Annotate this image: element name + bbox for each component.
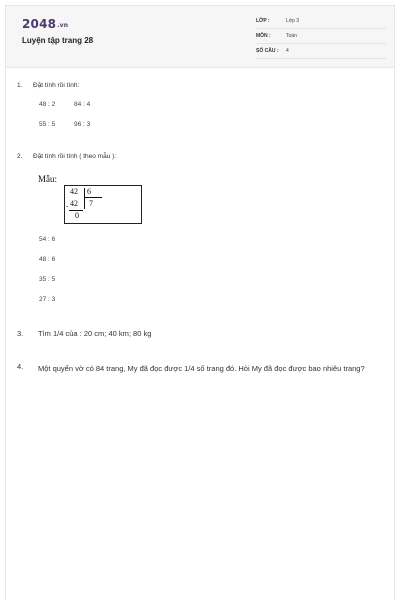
minus-sign: - <box>66 202 69 210</box>
meta-block <box>256 16 386 61</box>
meta-row-class <box>256 16 386 29</box>
question-2-number: 2. <box>17 153 23 160</box>
calc-item: 48 : 6 <box>39 256 56 263</box>
meta-label-subject: MÔN : <box>256 33 271 39</box>
meta-value-question-count: 4 <box>286 48 289 54</box>
site-logo[interactable] <box>22 17 68 31</box>
sheet-title: Luyện tập trang 28 <box>22 36 94 45</box>
question-4-prompt: Một quyển vở có 84 trang, My đã đọc được 1/4 số trang đó. Hỏi My đã đọc được bao nhiêu trang? <box>38 364 365 373</box>
question-3-number: 3. <box>17 329 24 338</box>
question-3 <box>17 329 151 338</box>
question-2-prompt: Đặt tính rồi tính ( theo mẫu ): <box>33 153 117 160</box>
meta-value-subject: Toán <box>286 33 297 39</box>
calc-item: 96 : 3 <box>74 121 91 128</box>
meta-row-question-count <box>256 46 386 59</box>
division-vertical-line <box>84 188 85 209</box>
meta-label-class: LỚP : <box>256 18 270 24</box>
calc-item: 35 : 5 <box>39 276 56 283</box>
question-1 <box>17 82 79 89</box>
meta-value-class: Lớp 3 <box>286 18 300 24</box>
sample-divisor: 6 <box>87 187 91 196</box>
meta-row-subject <box>256 31 386 44</box>
sample-remainder: 0 <box>75 211 79 220</box>
logo-main: 2048 <box>22 17 57 31</box>
worksheet-header <box>6 6 394 68</box>
sample-dividend: 42 <box>70 187 78 196</box>
calc-item: 54 : 6 <box>39 236 56 243</box>
sample-product: 42 <box>70 199 78 208</box>
subtraction-line <box>69 210 83 211</box>
calc-item: 48 : 2 <box>39 101 56 108</box>
calc-item: 27 : 3 <box>39 296 56 303</box>
calc-item: 84 : 4 <box>74 101 91 108</box>
question-2 <box>17 153 116 160</box>
question-3-prompt: Tìm 1/4 của : 20 cm; 40 km; 80 kg <box>38 329 152 338</box>
logo-tld: .vn <box>57 22 69 29</box>
division-horizontal-line <box>84 197 102 198</box>
meta-label-question-count: SỐ CÂU : <box>256 48 279 54</box>
sample-quotient: 7 <box>89 199 93 208</box>
question-1-prompt: Đặt tính rồi tính: <box>33 82 80 89</box>
worksheet-page <box>5 5 395 600</box>
question-1-number: 1. <box>17 82 23 89</box>
question-4-number: 4. <box>17 362 24 371</box>
sample-division-box <box>64 185 142 224</box>
sample-label: Mẫu: <box>38 174 57 184</box>
calc-item: 55 : 5 <box>39 121 56 128</box>
